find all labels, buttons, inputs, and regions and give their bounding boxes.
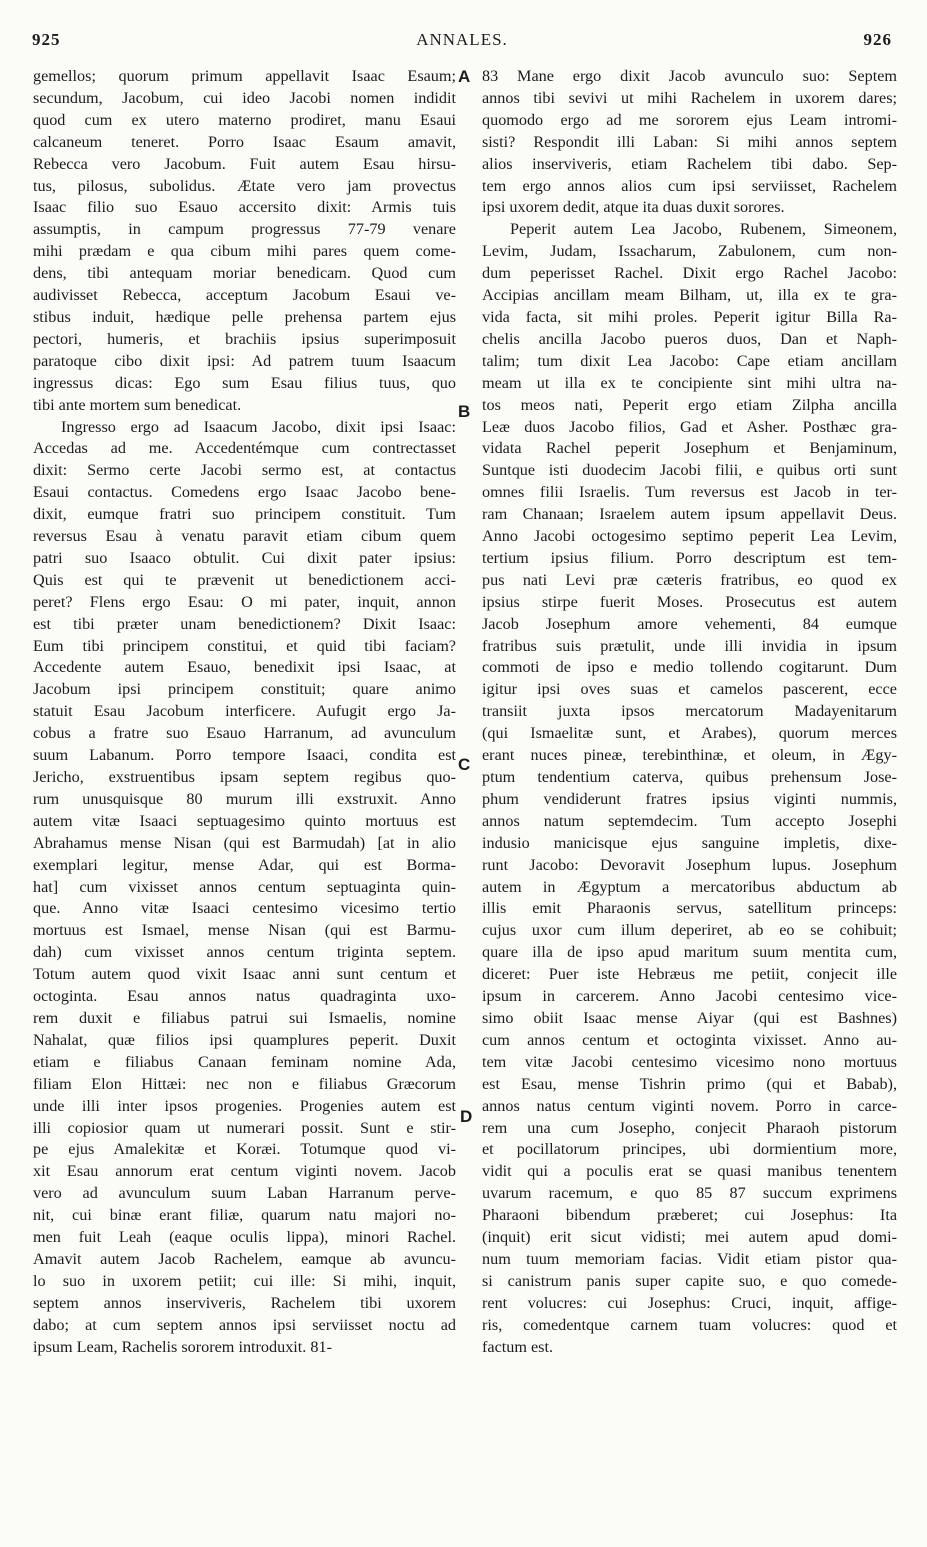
text-line: rem una cum Josepho, conjecit Pharaoh pistorum [482, 1118, 897, 1137]
text-line: ipsum in carcerem. Anno Jacobi centesimo vice- [482, 987, 897, 1006]
text-line: illis emit Pharaonis servus, satellitum princeps: [482, 899, 897, 918]
text-line: illi copiosior quam ut numerari possit. Sunt e stir- [33, 1118, 456, 1137]
text-line: alios inserviveris, etiam Rachelem tibi dabo. Sep- [482, 154, 897, 173]
text-line: ris, comedentque carnem tuam volucres: quod et [482, 1315, 897, 1334]
text-line: vero ad avunculum suum Laban Harranum perve- [33, 1184, 456, 1203]
text-line: Nahalat, quæ filios ipsi quamplures peperit. Duxit [33, 1030, 456, 1049]
text-line: Isaac filio suo Esauo accersito dixit: Armis tuis [33, 198, 456, 217]
text-line: unde illi inter ipsos progenies. Progenies autem est [33, 1096, 456, 1115]
text-line: omnes filii Israelis. Tum reversus est Jacob in ter- [482, 483, 897, 502]
text-line: mihi prædam e qua cibum mihi pares quem come- [33, 242, 456, 261]
text-line: quomodo ergo ad me sororem ejus Leam intromi- [482, 110, 897, 129]
page-header [32, 30, 892, 58]
text-line: paratoque cibo dixit ipsi: Ad patrem tuum Isaacum [33, 351, 456, 370]
text-line: Amavit autem Jacob Rachelem, eamque ab avuncu- [33, 1249, 456, 1268]
text-line: phum vendiderunt fratres ipsius viginti nummis, [482, 789, 897, 808]
text-line: indusio manicisque ejus sanguine impletis, dixe- [482, 833, 897, 852]
text-line: et pocillatorum principes, ubi dormientium more, [482, 1140, 897, 1159]
text-line: chelis ancilla Jacobo pueros duos, Dan et Naph- [482, 329, 897, 348]
text-line: statuit Esau Jacobum interficere. Aufugit ergo Ja- [33, 702, 456, 721]
text-line: rent volucres: cui Josephus: Cruci, inquit, affige- [482, 1293, 897, 1312]
text-line: est Esau, mense Tishrin primo (qui et Babab), [482, 1074, 897, 1093]
text-line: ingressus dicas: Ego sum Esau filius tuus, quo [33, 373, 456, 392]
text-line: tertium ipsius filium. Porro descriptum est tem- [482, 548, 897, 567]
text-line: vidata Rachel peperit Josephum et Benjaminum, [482, 439, 897, 458]
text-line: transiit juxta ipsos mercatorum Madayenitarum [482, 702, 897, 721]
text-line: sisti? Respondit illi Laban: Si mihi annos septem [482, 132, 897, 151]
text-line: secundum, Jacobum, cui ideo Jacobi nomen indidit [33, 88, 456, 107]
text-line: simo obiit Isaac mense Aiyar (qui est Bashnes) [482, 1008, 897, 1027]
page-number-left: 925 [32, 30, 61, 49]
text-line: dixit: Sermo certe Jacobi sermo est, at contactus [33, 461, 456, 480]
text-line: patri suo Isaaco obtulit. Cui dixit pater ipsius: [33, 548, 456, 567]
text-line: Accedas ad me. Accedentémque cum contrectasset [33, 439, 456, 458]
text-line: si canistrum panis super capite suo, e quo comede- [482, 1271, 897, 1290]
text-line: cujus uxor cum illum deperiret, ab eo se cohibuit; [482, 921, 897, 940]
text-line: Anno Jacobi octogesimo septimo peperit Lea Levim, [482, 527, 897, 546]
text-line: Accedente autem Esauo, benedixit ipsi Isaac, at [33, 658, 456, 677]
text-line: Leæ duos Jacobo filios, Gad et Asher. Posthæc gra- [482, 417, 897, 436]
text-line: Rebecca vero Jacobum. Fuit autem Esau hirsu- [33, 154, 456, 173]
text-line: commoti de ipso e medio tollendo cogitarunt. Dum [482, 658, 897, 677]
text-line: annos natum septemdecim. Tum accepto Josephi [482, 811, 897, 830]
text-line: num tuum memoriam facias. Vidit etiam pistor qua- [482, 1249, 897, 1268]
text-line: dabo; at cum septem annos ipsi serviisset noctu ad [33, 1315, 456, 1334]
text-line: ram Chanaan; Israelem autem ipsum appellavit Deus. [482, 505, 897, 524]
text-line: que. Anno vitæ Isaaci centesimo vicesimo tertio [33, 899, 456, 918]
text-line: tos meos nati, Peperit ergo etiam Zilpha ancilla [482, 395, 897, 414]
section-marker-a: A [458, 67, 471, 86]
text-line: ipsi uxorem dedit, atque ita duas duxit sorores. [482, 198, 785, 217]
text-line: Esaui contactus. Comedens ergo Isaac Jacobo bene- [33, 483, 456, 502]
text-line: tibi ante mortem sum benedicat. [33, 395, 242, 414]
text-line: igitur ipsi oves suas et camelos pascerent, ecce [482, 680, 897, 699]
text-line: Suntque isti duodecim Jacobi filii, e quibus orti sunt [482, 461, 897, 480]
text-line: reversus Esau à venatu paravit etiam cibum quem [33, 527, 456, 546]
text-line: pectori, humeris, et brachiis ipsius superimposuit [33, 329, 456, 348]
text-line: annos tibi sevivi ut mihi Rachelem in uxorem dares; [482, 88, 897, 107]
text-line: fratribus suis prætulit, unde illi invidia in ipsum [482, 636, 897, 655]
text-line: ipsius stirpe fuerit Moses. Prosecutus est autem [482, 592, 897, 611]
text-line: cum annos centum et octoginta vixisset. Anno au- [482, 1030, 897, 1049]
text-line: peret? Flens ergo Esau: O mi pater, inquit, annon [33, 592, 456, 611]
text-line: pe ejus Amalekitæ et Koræi. Totumque quod vi- [33, 1140, 456, 1159]
text-line: Levim, Judam, Issacharum, Zabulonem, cum non- [482, 242, 897, 261]
text-line: tem ergo annos alios cum ipsi serviisset, Rachelem [482, 176, 897, 195]
text-line: autem vitæ Isaaci septuagesimo quinto mortuus est [33, 811, 456, 830]
running-title: ANNALES. [416, 30, 508, 49]
text-line: vida facta, sit mihi proles. Peperit igitur Billa Ra- [482, 307, 897, 326]
text-line: factum est. [482, 1337, 554, 1356]
section-marker-d: D [460, 1107, 473, 1126]
text-line: talim; tum dixit Lea Jacobo: Cape etiam ancillam [482, 351, 897, 370]
text-line: septem annos inserviveris, Rachelem tibi uxorem [33, 1293, 456, 1312]
text-line: octoginta. Esau annos natus quadraginta uxo- [33, 987, 456, 1006]
text-line: runt Jacobo: Devoravit Josephum lupus. Josephum [482, 855, 897, 874]
text-line: erant nuces pineæ, terebinthinæ, et oleum, in Ægy- [482, 746, 897, 765]
text-line: uvarum racemum, e quo 85 87 succum exprimens [482, 1184, 897, 1203]
page-number-right: 926 [863, 30, 892, 49]
text-line: dum peperisset Rachel. Dixit ergo Rachel Jacobo: [482, 264, 897, 283]
text-line: ptum tendentium caterva, quibus prehensum Jose- [482, 768, 897, 786]
text-line: filiam Elon Hittæi: nec non e filiabus Græcorum [33, 1074, 456, 1093]
text-line: Ingresso ergo ad Isaacum Jacobo, dixit ipsi Isaac: [61, 417, 456, 436]
left-column [33, 66, 456, 1358]
text-line: dixit, eumque fratri suo principem constituit. Tum [33, 505, 456, 524]
text-line: Eum tibi principem constitui, et quid tibi faciam? [33, 636, 456, 655]
section-marker-b: B [458, 402, 471, 421]
text-line: dens, tibi antequam moriar benedicam. Quod cum [33, 264, 456, 283]
text-line: diceret: Puer iste Hebræus me petiit, conjecit ille [482, 965, 897, 984]
text-line: pus nati Levi præ cæteris fratribus, eo quod ex [482, 570, 897, 589]
text-line: (qui Ismaelitæ sunt, et Arabes), quorum merces [482, 724, 897, 743]
text-line: exemplari legitur, mense Adar, qui est Borma- [33, 855, 456, 874]
text-line: Jacobum ipsi principem constituit; quare animo [33, 680, 456, 699]
text-line: ipsum Leam, Rachelis sororem introduxit. 81- [33, 1337, 332, 1356]
text-line: etiam e filiabus Canaan feminam nomine Ada, [33, 1052, 456, 1071]
text-line: est tibi præter unam benedictionem? Dixit Isaac: [33, 614, 456, 633]
text-line: autem in Ægyptum a mercatoribus abductum ab [482, 877, 897, 896]
text-line: (inquit) erit sicut vidisti; mei autem apud domi- [482, 1228, 897, 1247]
text-line: Peperit autem Lea Jacobo, Rubenem, Simeonem, [510, 220, 897, 239]
text-line: suum Labanum. Porro tempore Isaaci, condita est [33, 746, 456, 765]
text-line: audivisset Rebecca, acceptum Jacobum Esaui ve- [33, 286, 456, 305]
text-line: meam ut illa ex te concipiente sint mihi ultra na- [482, 373, 897, 392]
text-line: nit, cui binæ erant filiæ, quarum natu majori no- [33, 1206, 456, 1225]
text-line: mortuus est Ismael, mense Nisan (qui est Barmu- [33, 921, 456, 940]
text-line: lo suo in uxorem petiit; cui ille: Si mihi, inquit, [33, 1271, 456, 1290]
text-line: stibus induit, hædique pelle prehensa partem ejus [33, 307, 456, 326]
text-line: rum unusquisque 80 murum illi exstruxit. Anno [33, 789, 456, 808]
text-line: Totum autem quod vixit Isaac anni sunt centum et [33, 965, 456, 984]
text-line: 83 Mane ergo dixit Jacob avunculo suo: Septem [482, 67, 897, 85]
text-line: annos natus centum viginti novem. Porro in carce- [482, 1096, 897, 1115]
text-line: men fuit Leah (eaque oculis lippa), minori Rachel. [33, 1228, 456, 1247]
text-line: Accipias ancillam meam Bilham, ut, illa ex te gra- [482, 286, 897, 305]
text-line: tem vitæ Jacobi centesimo vicesimo nono mortuus [482, 1052, 897, 1071]
text-line: xit Esau annorum erat centum viginti novem. Jacob [33, 1162, 456, 1181]
text-line: hat] cum vixisset annos centum septuaginta quin- [33, 877, 456, 896]
text-line: assumptis, in campum progressus 77-79 venare [33, 220, 456, 239]
text-line: quare illa de ipso apud maritum suum mentita cum, [482, 943, 897, 962]
text-line: calcaneum teneret. Porro Isaac Esaum amavit, [33, 132, 456, 151]
section-marker-c: C [458, 755, 471, 774]
text-line: dah) cum vixisset annos centum triginta septem. [33, 943, 456, 962]
text-line: gemellos; quorum primum appellavit Isaac Esaum; [33, 67, 456, 85]
text-line: Jacob Josephum amore vehementi, 84 eumque [482, 614, 897, 633]
text-line: quod cum ex utero materno prodiret, manu Esaui [33, 110, 456, 129]
text-line: tus, pilosus, subolidus. Ætate vero jam provectus [33, 176, 456, 195]
text-line: Quis est qui te prævenit ut benedictionem acci- [33, 570, 456, 589]
text-line: cobus a fratre suo Esauo Harranum, ad avunculum [33, 724, 456, 743]
text-line: vidit qui a poculis erat se quasi manibus tenentem [482, 1162, 897, 1181]
text-line: Jericho, exstruentibus ipsam septem regibus quo- [33, 768, 456, 786]
text-line: Pharaoni bibendum præberet; cui Josephus: Ita [482, 1206, 897, 1225]
right-column [482, 66, 897, 1358]
text-line: rem duxit e filiabus patrui sui Ismaelis, nomine [33, 1008, 456, 1027]
text-line: Abrahamus mense Nisan (qui est Barmudah) [at in alio [33, 833, 456, 852]
